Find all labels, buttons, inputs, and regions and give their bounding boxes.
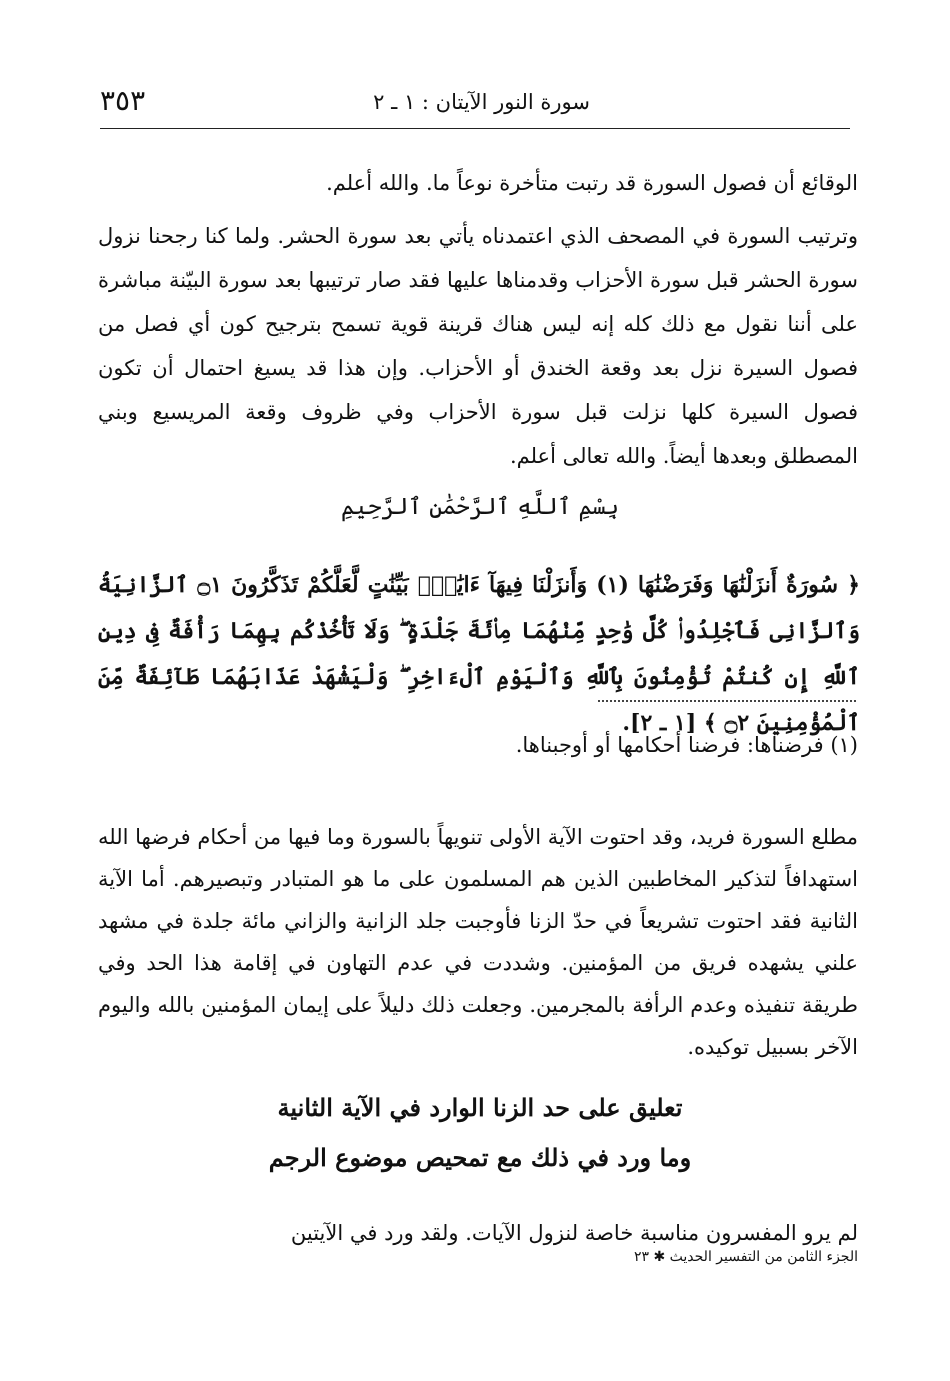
paragraph-4: لم يرو المفسرون مناسبة خاصة لنزول الآيات. ولقد ورد في الآيتين xyxy=(290,1221,858,1245)
running-head xyxy=(100,84,850,124)
header-rule xyxy=(100,128,850,129)
section-heading-line-1: تعليق على حد الزنا الوارد في الآية الثانية xyxy=(277,1093,683,1122)
basmala: بِسْمِ ٱللَّهِ ٱلرَّحْمَٰنِ ٱلرَّحِيمِ xyxy=(341,494,619,520)
page-number: ٣٥٣ xyxy=(100,84,146,117)
paragraph-2: وترتيب السورة في المصحف الذي اعتمدناه يأتي بعد سورة الحشر. ولما كنا رجحنا نزول سورة الحشر قبل سورة الأحزاب وقدمناها عليها فقد صار ترتيبها بعد سورة البيّنة مباشرة على أننا نقول مع ذلك كله إنه ليس هناك قرينة قوية تسمح بترجيح كون أي فصل من فصول السيرة نزل بعد وقعة الخندق أو الأحزاب. وإن هذا قد يسيغ احتمال أن تكون فصول السيرة كلها نزلت قبل سورة الأحزاب وفي ظروف وقعة المريسيع وبني المصطلق وبعدها أيضاً. والله تعالى أعلم. xyxy=(98,224,858,468)
section-heading-line-2: وما ورد في ذلك مع تمحيص موضوع الرجم xyxy=(268,1143,692,1172)
paragraph-3: مطلع السورة فريد، وقد احتوت الآية الأولى تنويهاً بالسورة وما فيها من أحكام فرضها الله استهدافاً لتذكير المخاطبين الذين هم المسلمون على ما هو المتبادر وتبصيرهم. أما الآية الثانية فقد احتوت تشريعاً في حدّ الزنا فأوجبت جلد الزانية والزاني مائة جلدة في مشهد علني يشهده فريق من المؤمنين. وشددت في عدم التهاون في إقامة هذا الحد وفي طريقة تنفيذه وعدم الرأفة بالمجرمين. وجعلت ذلك دليلاً على إيمان المؤمنين بالله واليوم الآخر بسبيل توكيده. xyxy=(98,825,858,1059)
quran-verse: ﴿ سُورَةٌ أَنزَلْنَٰهَا وَفَرَضْنَٰهَا (١) وَأَنزَلْنَا فِيهَآ ءَايَٰتٍۭ بَيِّنَٰتٍ لَّعَلَّكُمْ تَذَكَّرُونَ ۝١ ٱلزَّانِيَةُ وَٱلزَّانِى فَٱجْلِدُوا۟ كُلَّ وَٰحِدٍ مِّنْهُمَا مِا۟ئَةَ جَلْدَةٍ ۖ وَلَا تَأْخُذْكُم بِهِمَا رَأْفَةٌ فِى دِينِ ٱللَّهِ إِن كُنتُمْ تُؤْمِنُونَ بِٱللَّهِ وَٱلْيَوْمِ ٱلْءَاخِرِ ۖ وَلْيَشْهَدْ عَذَابَهُمَا طَآئِفَةٌ مِّنَ ٱلْمُؤْمِنِينَ ۝٢ ﴾ [١ ـ ٢]. xyxy=(98,572,860,736)
footnote-separator xyxy=(598,700,856,702)
running-title: سورة النور الآيتان : ١ ـ ٢ xyxy=(373,90,590,114)
footnote: (١) فرضناها: فرضنا أحكامها أو أوجبناها. xyxy=(515,733,858,757)
paragraph-1: الوقائع أن فصول السورة قد رتبت متأخرة نوعاً ما. والله أعلم. xyxy=(326,171,858,195)
signature-footer: الجزء الثامن من التفسير الحديث ✱ ٢٣ xyxy=(633,1249,858,1265)
